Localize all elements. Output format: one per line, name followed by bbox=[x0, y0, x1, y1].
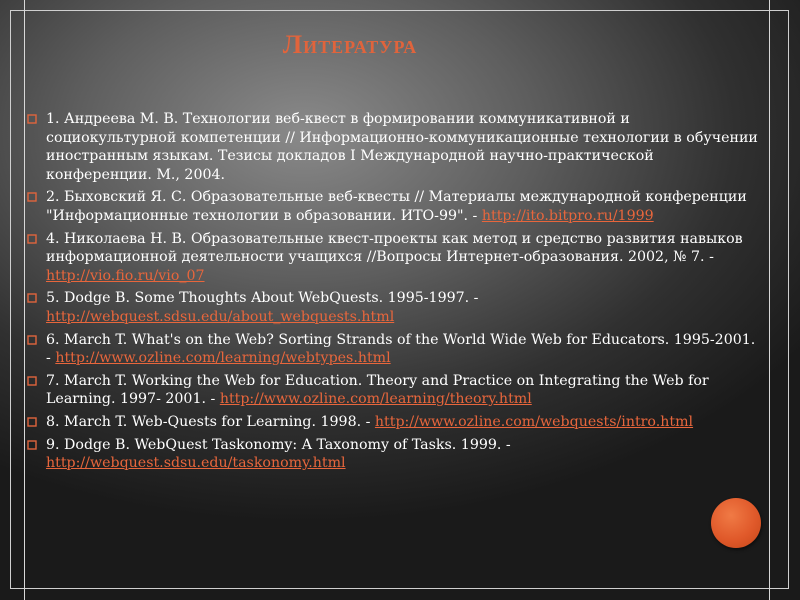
reference-link[interactable]: http://webquest.sdsu.edu/about_webquests.html bbox=[46, 308, 395, 325]
orange-circle-orb-icon bbox=[711, 498, 761, 548]
reference-text: 5. Dodge B. Some Thoughts About WebQuests. 1995-1997. - bbox=[46, 290, 479, 307]
list-item bbox=[26, 413, 761, 432]
list-item bbox=[26, 436, 761, 473]
reference-link[interactable]: http://ito.bitpro.ru/1999 bbox=[481, 207, 654, 224]
reference-link[interactable]: http://vio.fio.ru/vio_07 bbox=[46, 267, 205, 284]
bullet-icon bbox=[26, 233, 38, 245]
list-item bbox=[26, 230, 761, 286]
list-item bbox=[26, 331, 761, 368]
reference-text: 1. Андреева М. В. Технологии веб-квест в формировании коммуникативной и социокультурной компетенции // Информационно-коммуникационные технологии в обучении иностранным языкам. Тезисы докладов I Международной научно-практической конференции. М., 2004. bbox=[46, 111, 758, 183]
left-vertical-rule bbox=[24, 0, 25, 600]
reference-text: 6. March T. What's on the Web? Sorting Strands of the World Wide Web for Educators. 1995-2001. - bbox=[46, 331, 756, 367]
reference-link[interactable]: http://www.ozline.com/learning/webtypes.html bbox=[55, 350, 391, 367]
bullet-icon bbox=[26, 416, 38, 428]
list-item bbox=[26, 188, 761, 225]
bullet-icon bbox=[26, 191, 38, 203]
bullet-icon bbox=[26, 292, 38, 304]
list-item bbox=[26, 372, 761, 409]
reference-link[interactable]: http://webquest.sdsu.edu/taskonomy.html bbox=[46, 455, 346, 472]
bullet-icon bbox=[26, 334, 38, 346]
reference-text: 9. Dodge B. WebQuest Taskonomy: A Taxonomy of Tasks. 1999. - bbox=[46, 436, 511, 453]
reference-text: 8. March T. Web-Quests for Learning. 1998. - bbox=[46, 413, 375, 430]
bullet-icon bbox=[26, 439, 38, 451]
reference-link[interactable]: http://www.ozline.com/learning/theory.html bbox=[219, 391, 532, 408]
reference-text: 4. Николаева Н. В. Образовательные квест-проекты как метод и средство развития навыков информационной деятельности учащихся //Вопросы Интернет-образования. 2002, № 7. - bbox=[46, 230, 743, 266]
reference-link[interactable]: http://www.ozline.com/webquests/intro.html bbox=[374, 413, 694, 430]
reference-list bbox=[26, 110, 761, 477]
bullet-icon bbox=[26, 113, 38, 125]
reference-text: 2. Быховский Я. С. Образовательные веб-квесты // Материалы международной конференции "Информационные технологии в образовании. ИТО-99". - bbox=[46, 189, 747, 224]
list-item bbox=[26, 110, 761, 184]
right-vertical-rule bbox=[769, 0, 770, 600]
list-item bbox=[26, 289, 761, 326]
reference-text: 7. March T. Working the Web for Education. Theory and Practice on Integrating the Web for Learning. 1997- 2001. - bbox=[46, 372, 709, 408]
page-title: Литература bbox=[282, 30, 418, 59]
bullet-icon bbox=[26, 375, 38, 387]
